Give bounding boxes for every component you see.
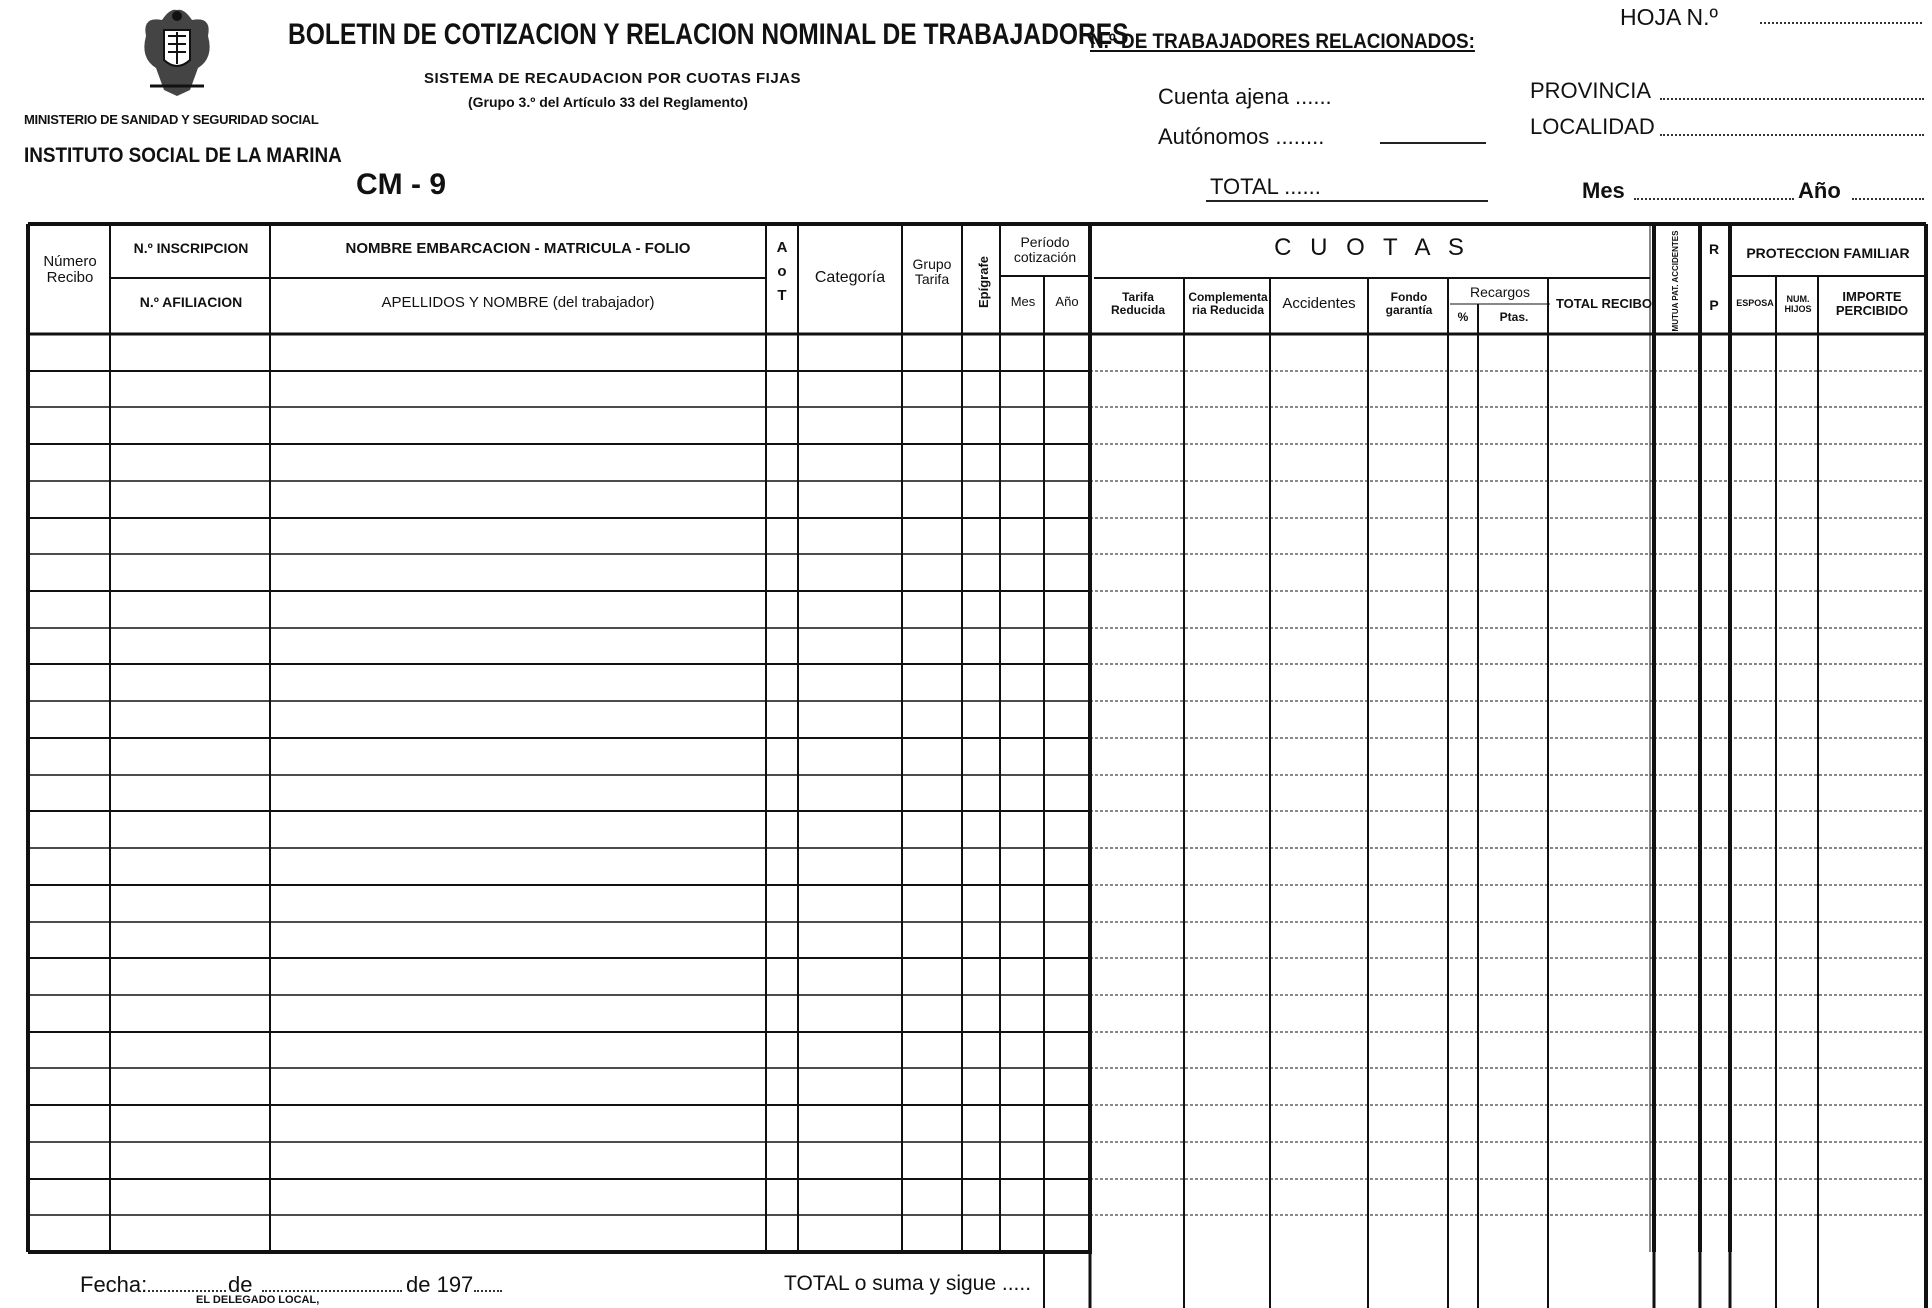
col-afiliacion: N.º AFILIACION: [139, 294, 243, 311]
col-accidentes: Accidentes: [1282, 294, 1356, 312]
col-apellidos: APELLIDOS Y NOMBRE (del trabajador): [381, 293, 655, 311]
col-p: P: [1709, 297, 1719, 314]
fecha-year-field[interactable]: [474, 1290, 502, 1292]
fecha-month-field[interactable]: [262, 1290, 402, 1292]
anio-label: Año: [1798, 178, 1841, 203]
form-code: CM - 9: [356, 168, 446, 201]
column-lines: [110, 224, 1926, 1308]
fecha-label: Fecha:: [80, 1272, 148, 1297]
col-periodo-mes: Mes: [1010, 293, 1036, 309]
total-label: TOTAL ......: [1210, 174, 1321, 199]
col-epigrafe: Epígrafe: [975, 256, 991, 309]
col-aot-t: T: [777, 286, 787, 304]
ministry-label: MINISTERIO DE SANIDAD Y SEGURIDAD SOCIAL: [24, 112, 319, 127]
col-total-recibo: TOTAL RECIBO: [1555, 295, 1653, 311]
col-recargos: Recargos: [1470, 284, 1530, 301]
col-tarifa-reducida: Tarifa Reducida: [1110, 289, 1165, 317]
autonomos-label: Autónomos ........: [1158, 124, 1325, 149]
col-fondo-garantia: Fondo garantía: [1385, 289, 1433, 317]
col-esposa: ESPOSA: [1736, 298, 1774, 309]
col-inscripcion: N.º INSCRIPCION: [133, 240, 249, 257]
provincia-label: PROVINCIA: [1530, 78, 1652, 103]
col-aot-a: A: [776, 238, 788, 256]
col-embarcacion: NOMBRE EMBARCACION - MATRICULA - FOLIO: [345, 239, 691, 257]
form-subtitle-2: (Grupo 3.º del Artículo 33 del Reglamento): [468, 94, 748, 110]
col-num-hijos: NUM. HIJOS: [1784, 294, 1812, 314]
col-aot-o: o: [777, 262, 787, 280]
col-periodo: Período cotización: [1013, 233, 1077, 265]
total-suma-label: TOTAL o suma y sigue .....: [784, 1272, 1032, 1295]
form-subtitle: SISTEMA DE RECAUDACION POR CUOTAS FIJAS: [424, 70, 802, 87]
col-categoria: Categoría: [814, 269, 886, 287]
row-lines: [30, 371, 1926, 1215]
hoja-label: HOJA N.º: [1620, 4, 1718, 30]
localidad-label: LOCALIDAD: [1530, 114, 1655, 139]
fecha-day-field[interactable]: [148, 1290, 226, 1292]
col-complementaria: Complementaria Reducida: [1188, 289, 1268, 317]
form-title: BOLETIN DE COTIZACION Y RELACION NOMINAL DE TRABAJADORES: [288, 18, 1129, 51]
cuenta-ajena-label: Cuenta ajena ......: [1158, 84, 1332, 109]
col-cuotas: C U O T A S: [1274, 233, 1470, 261]
col-proteccion-familiar: PROTECCION FAMILIAR: [1746, 245, 1910, 262]
col-periodo-anio: Año: [1055, 293, 1079, 309]
table-frame: [28, 224, 1926, 1308]
fecha-de-1: de: [228, 1272, 253, 1297]
col-importe-percibido: IMPORTE PERCIBIDO: [1835, 288, 1909, 318]
institute-label: INSTITUTO SOCIAL DE LA MARINA: [24, 144, 342, 167]
col-r: R: [1708, 241, 1720, 258]
workers-heading: N.º DE TRABAJADORES RELACIONADOS:: [1090, 30, 1475, 53]
mes-label: Mes: [1582, 178, 1625, 203]
col-numero-recibo: Número Recibo: [43, 252, 97, 286]
col-mutua: MUTUA PAT. ACCIDENTES: [1670, 230, 1680, 332]
col-recargos-pct: %: [1457, 310, 1469, 325]
fecha-de-2: de 197: [406, 1272, 474, 1297]
col-recargos-ptas: Ptas.: [1499, 310, 1529, 325]
col-grupo-tarifa: Grupo Tarifa: [912, 255, 952, 287]
delegado-label: EL DELEGADO LOCAL,: [196, 1294, 320, 1306]
